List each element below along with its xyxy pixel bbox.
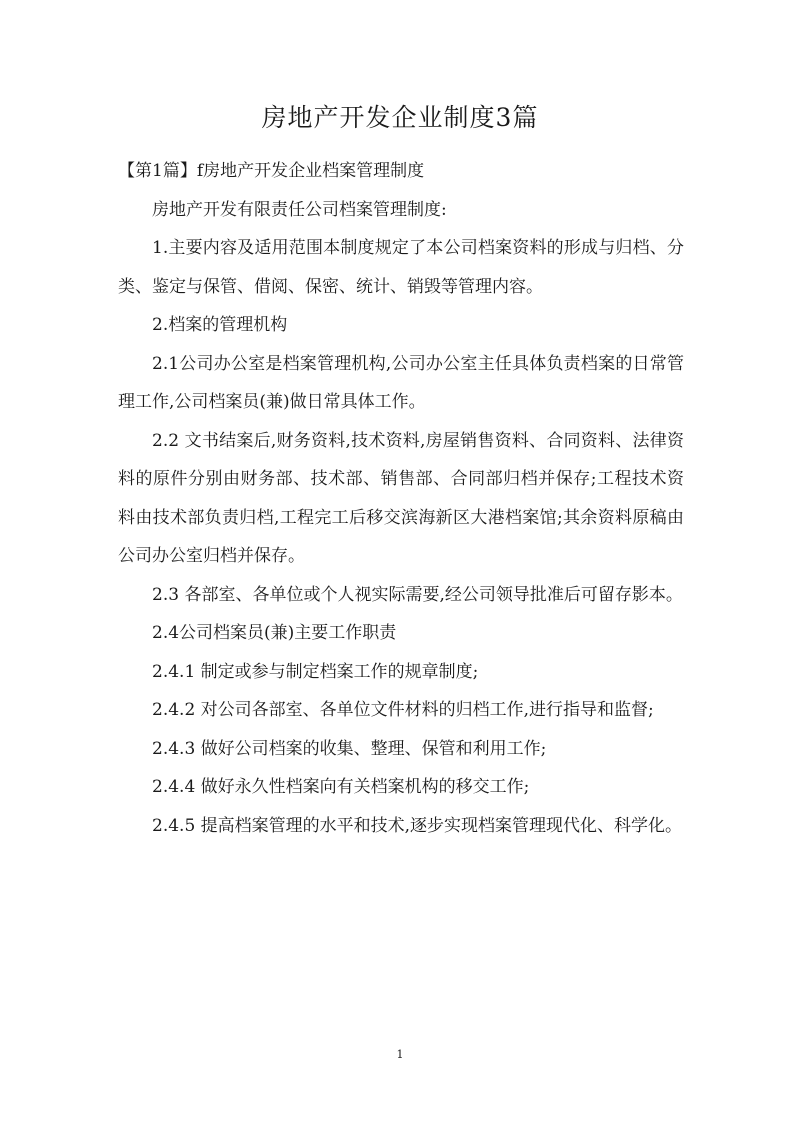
document-title: 房地产开发企业制度3篇 xyxy=(261,103,539,132)
paragraph-2-4: 2.4公司档案员(兼)主要工作职责 xyxy=(152,623,397,643)
page-number: 1 xyxy=(396,1048,404,1061)
paragraph-2-3: 2.3 各部室、各单位或个人视实际需要,经公司领导批准后可留存影本。 xyxy=(152,584,683,605)
paragraph-management-org: 2.档案的管理机构 xyxy=(152,315,288,335)
paragraph-2-4-1: 2.4.1 制定或参与制定档案工作的规章制度; xyxy=(152,661,479,682)
paragraph-2-4-5: 2.4.5 提高档案管理的水平和技术,逐步实现档案管理现代化、科学化。 xyxy=(152,815,683,836)
paragraph-2-4-2: 2.4.2 对公司各部室、各单位文件材料的归档工作,进行指导和监督; xyxy=(152,700,654,720)
document-body xyxy=(118,152,684,845)
paragraph-scope: 1.主要内容及适用范围本制度规定了本公司档案资料的形成与归档、分类、鉴定与保管、借阅、保密、统计、销毁等管理内容。 xyxy=(118,238,684,297)
paragraph-2-4-3: 2.4.3 做好公司档案的收集、整理、保管和利用工作; xyxy=(152,738,547,759)
paragraph-2-2: 2.2 文书结案后,财务资料,技术资料,房屋销售资料、合同资料、法律资料的原件分别由财务部、技术部、销售部、合同部归档并保存;工程技术资料由技术部负责归档,工程完工后移交滨海新区大港档案馆;其余资料原稿由公司办公室归档并保存。 xyxy=(118,430,684,566)
paragraph-2-1: 2.1公司办公室是档案管理机构,公司办公室主任具体负责档案的日常管理工作,公司档案员(兼)做日常具体工作。 xyxy=(118,353,684,412)
paragraph-2-4-4: 2.4.4 做好永久性档案向有关档案机构的移交工作; xyxy=(152,777,530,797)
paragraph-intro: 房地产开发有限责任公司档案管理制度: xyxy=(152,199,447,220)
section-heading: 【第1篇】f房地产开发企业档案管理制度 xyxy=(118,161,425,181)
